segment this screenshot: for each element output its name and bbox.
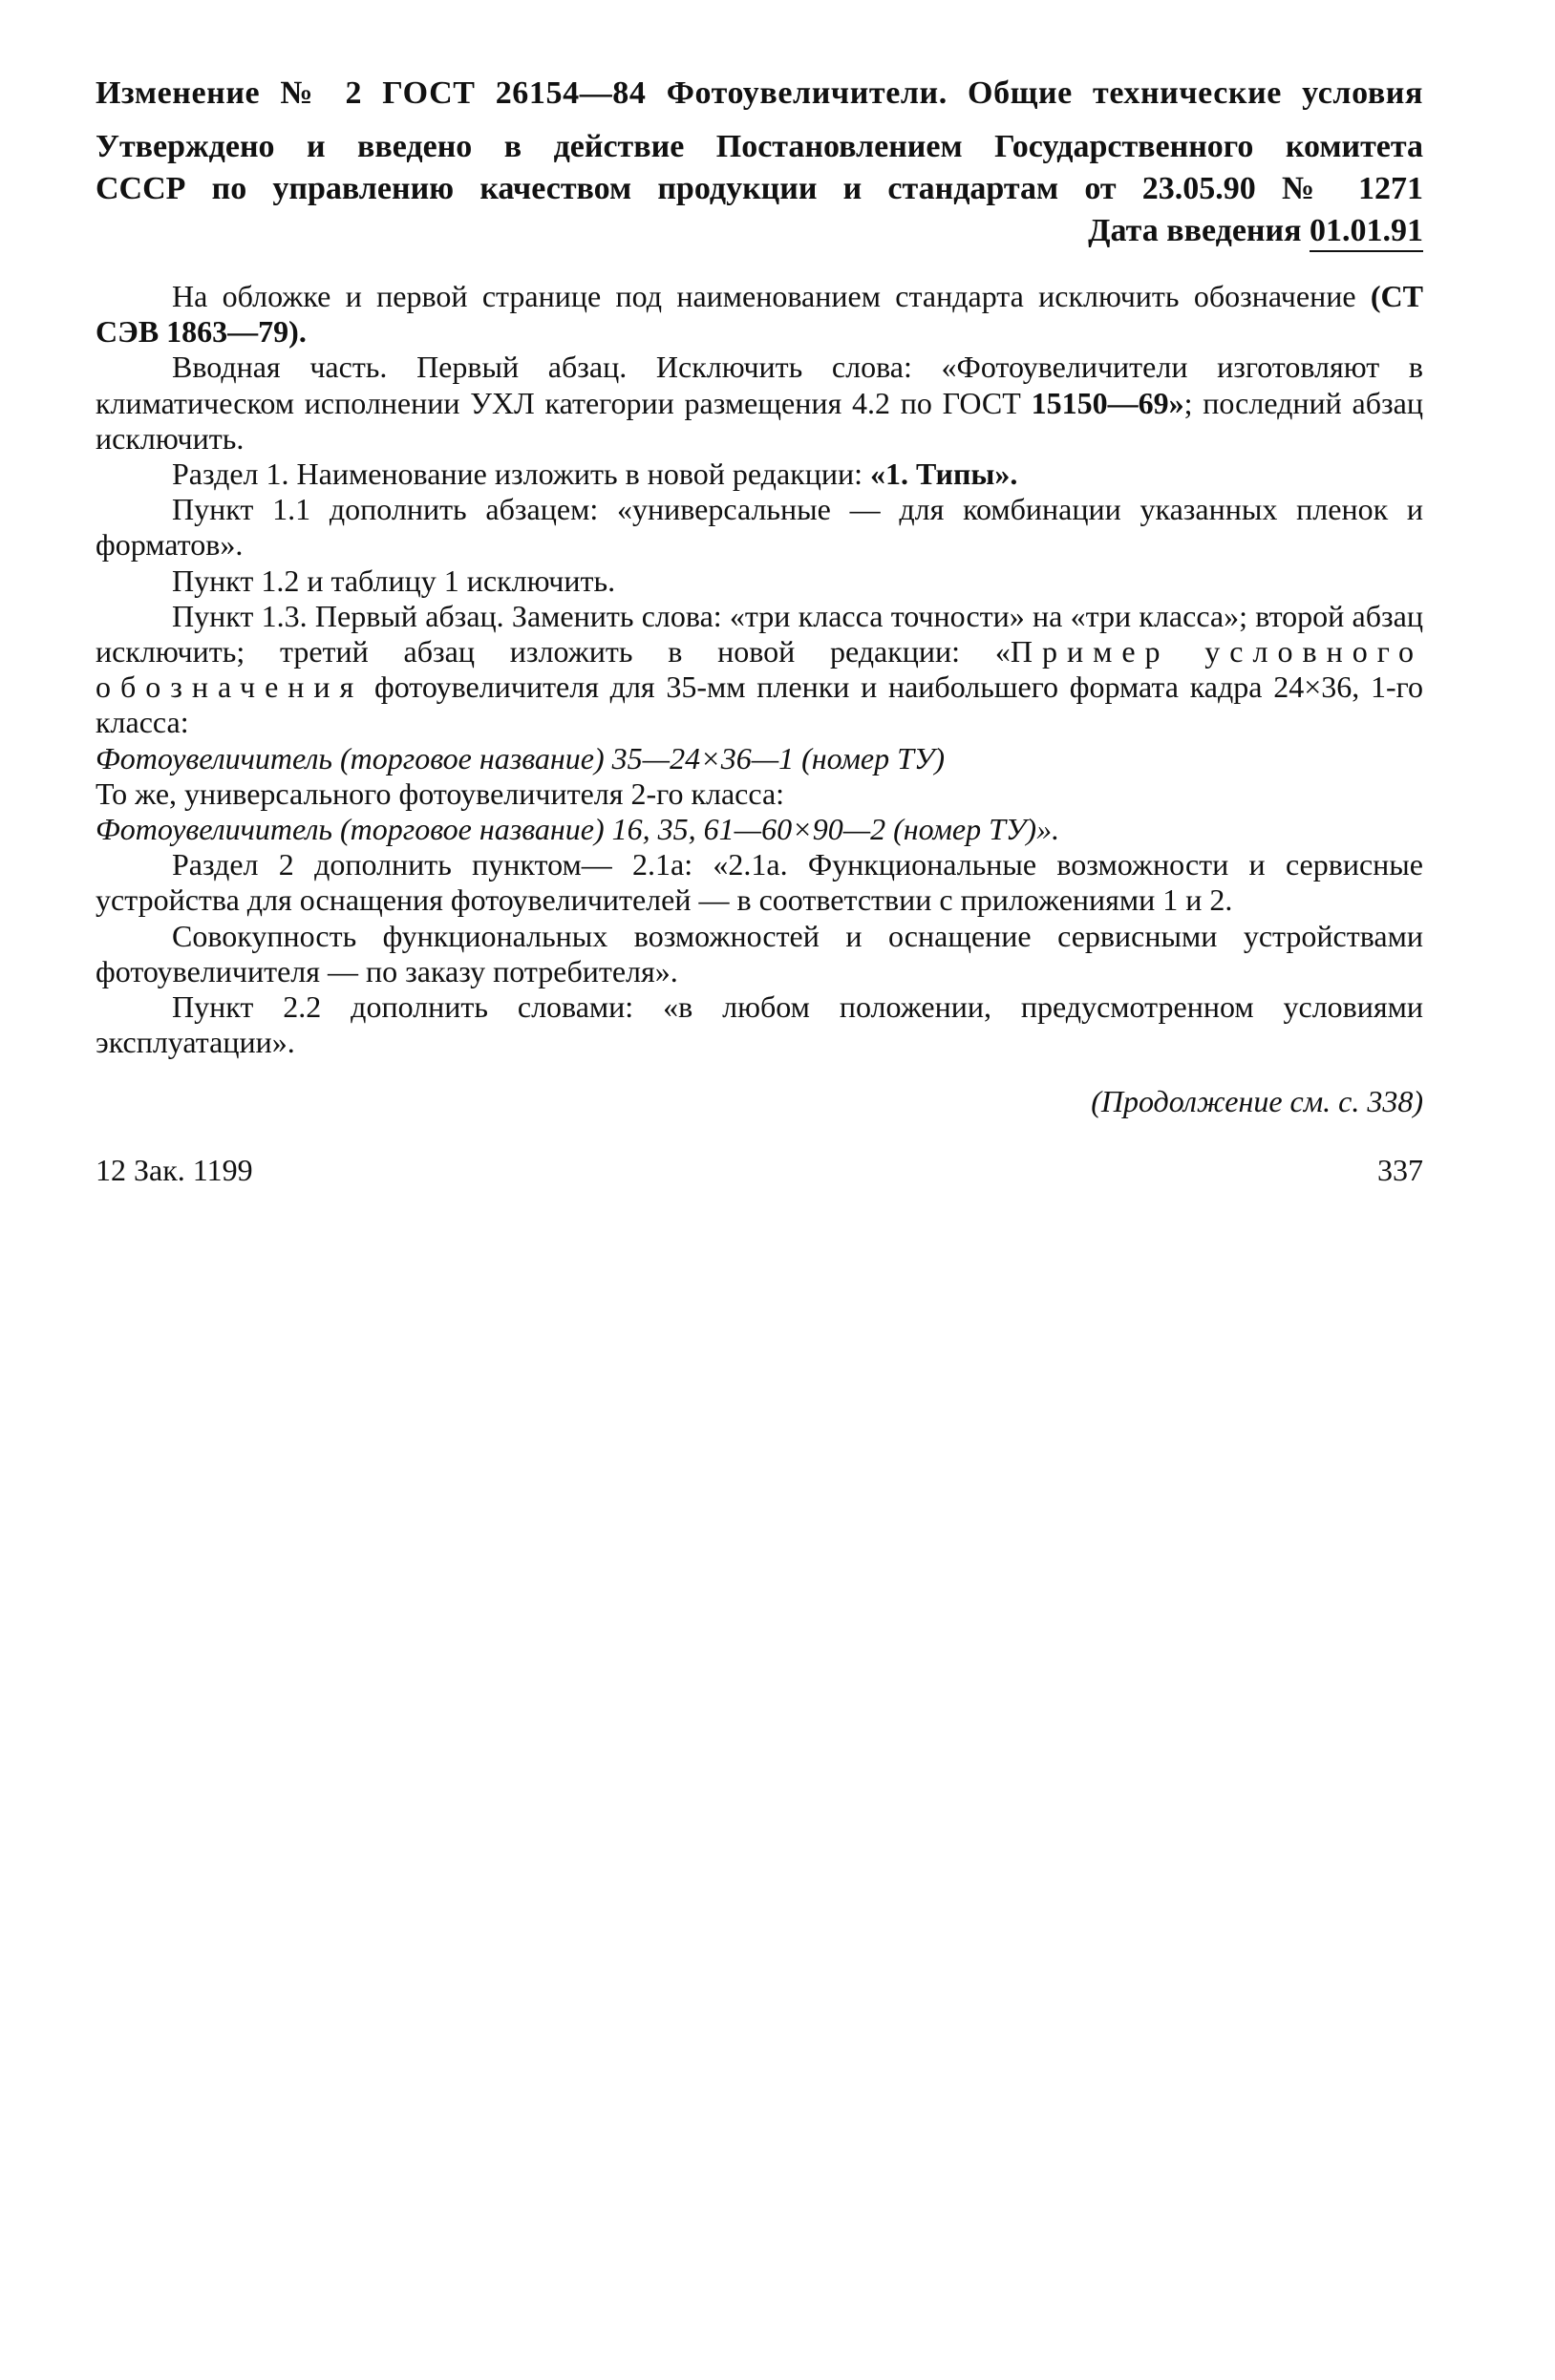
paragraph-cover xyxy=(96,279,1423,350)
example-heading-word-2: условного обозначения xyxy=(96,634,1424,705)
paragraph-item-1-3-text: Пункт 1.3. Первый абзац. Заменить слова: «три класса точности» на «три класса»; второй абзац исключить; третий абзац изложить в новой редакции: « xyxy=(96,598,1423,669)
paragraph-section-1 xyxy=(96,457,1423,492)
paragraph-item-1-1: Пункт 1.1 дополнить абзацем: «универсальные — для комбинации указанных пленок и форматов». xyxy=(96,492,1423,563)
example-designation-2: Фотоувеличитель (торговое название) 16, 35, 61—60×90—2 (номер ТУ)». xyxy=(96,812,1060,847)
paragraph-item-1-2: Пункт 1.2 и таблицу 1 исключить. xyxy=(172,563,616,598)
paragraph-universal: То же, универсального фотоувеличителя 2-го класса: xyxy=(96,776,785,811)
footer-order-number: 12 Зак. 1199 xyxy=(96,1153,253,1187)
paragraph-section-2-body: Функциональные возможности и сервисные устройства для оснащения фотоувеличителей — в соответствии с приложениями 1 и 2. xyxy=(96,847,1424,918)
paragraph-cover-text: На обложке и первой странице под наименованием стандарта исключить обозначение xyxy=(172,279,1371,313)
paragraph-section-2-text: Раздел 2 дополнить пунктом— 2.1а: «2.1а. xyxy=(172,847,808,882)
effective-date-label: Дата введения xyxy=(1088,213,1302,248)
continuation-note: (Продолжение см. с. 338) xyxy=(1091,1084,1423,1118)
paragraph-intro-tail: ; последний абзац исключить. xyxy=(96,385,1424,456)
paragraph-intro xyxy=(96,350,1423,457)
paragraph-intro-text: Вводная часть. Первый абзац. Исключить слова: «Фотоувеличители изготовляют в климатическом исполнении УХЛ категории размещения 4.2 по ГОСТ xyxy=(96,350,1423,420)
approval-line-1: Утверждено и введено в действие Постановлением Государственного комитета xyxy=(96,129,1423,164)
paragraph-item-1-3 xyxy=(96,599,1423,741)
paragraph-features: Совокупность функциональных возможностей и оснащение сервисными устройствами фотоувеличителя — по заказу потребителя». xyxy=(96,918,1423,988)
paragraph-section-1-title: «1. Типы». xyxy=(869,457,1018,492)
paragraph-item-1-3-tail: фотоувеличителя для 35-мм пленки и наибольшего формата кадра 24×36, 1-го класса: xyxy=(96,669,1423,740)
paragraph-intro-gost: 15150—69» xyxy=(1031,385,1184,420)
example-designation-1: Фотоувеличитель (торговое название) 35—24×36—1 (номер ТУ) xyxy=(96,740,946,776)
page-number: 337 xyxy=(1377,1153,1423,1187)
effective-date-line xyxy=(1088,208,1423,254)
paragraph-section-1-text: Раздел 1. Наименование изложить в новой редакции: xyxy=(172,457,870,492)
paragraph-cover-designation: (СТ СЭВ 1863—79). xyxy=(96,279,1423,350)
document-title: Изменение № 2 ГОСТ 26154—84 Фотоувеличители. Общие технические условия xyxy=(96,75,1423,111)
example-heading-word-1: Пример xyxy=(1010,634,1170,669)
approval-line-2: СССР по управлению качеством продукции и стандартам от 23.05.90 № 1271 xyxy=(96,171,1423,206)
effective-date-value: 01.01.91 xyxy=(1310,213,1423,252)
amendment-text xyxy=(96,279,1423,1060)
example-heading-gap xyxy=(1170,634,1205,669)
paragraph-section-2 xyxy=(96,847,1423,918)
paragraph-item-2-2: Пункт 2.2 дополнить словами: «в любом положении, предусмотренном условиями эксплуатации». xyxy=(96,989,1423,1060)
